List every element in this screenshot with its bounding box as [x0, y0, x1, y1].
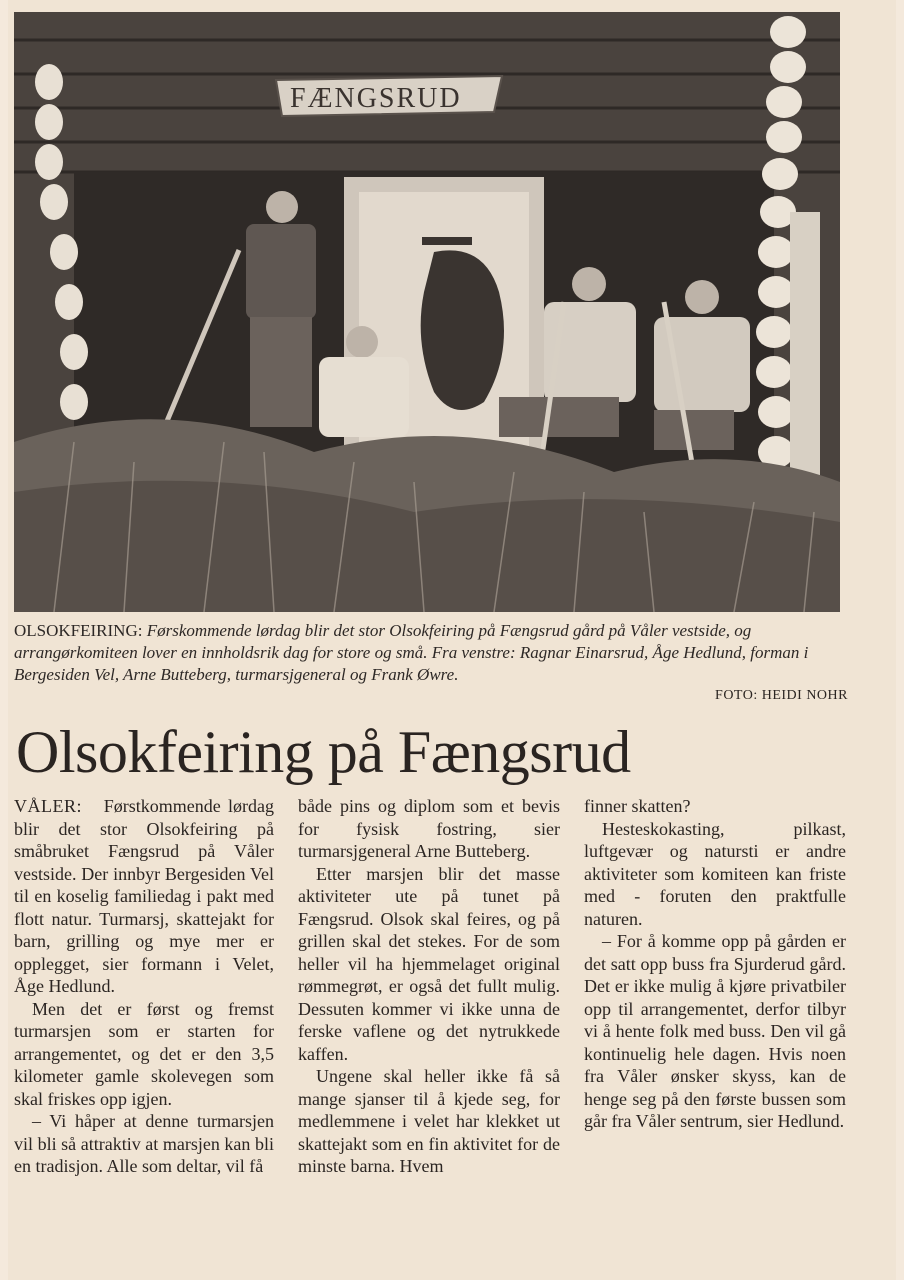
article-body [14, 795, 864, 1265]
article-paragraph [14, 795, 274, 998]
photo-credit: FOTO: HEIDI NOHR [715, 688, 848, 703]
caption-lead: OLSOKFEIRING: [14, 621, 143, 640]
article-column-2 [298, 795, 560, 1178]
article-photo [14, 12, 840, 612]
article-paragraph: finner skatten? [584, 796, 691, 816]
article-headline: Olsokfeiring på Fængsrud [16, 719, 631, 785]
article-paragraph: – For å komme opp på gården er det satt opp buss fra Sjurderud gård. Det er ikke mulig å kjøre privatbiler opp til arrangementet, derfor tilbyr vi å hente folk med buss. Den vil gå kontinuelig hele dagen. Hvis noen fra Våler ønsker skyss, kan de henge seg på den første bussen som går fra Våler sentrum, sier Hedlund. [584, 931, 846, 1131]
article-paragraph: Etter marsjen blir det masse aktiviteter ute på tunet på Fængsrud. Olsok skal feires, og på grillen skal det stekes. For de som heller vil ha hjemmelaget original rømmegrøt, er også det fullt mulig. Dessuten kommer vi ikke unna de ferske vaflene og det nytrukkede kaffen. [298, 863, 560, 1064]
article-paragraph: Hesteskokasting, pilkast, luftgevær og natursti er andre aktiviteter som komiteen kan friste med - foruten den praktfulle naturen. [584, 818, 846, 929]
article-column-1 [14, 795, 274, 1178]
article-paragraph: Ungene skal heller ikke få så mange sjanser til å kjede seg, for medlemmene i velet har klekket ut skattejakt som en fin aktivitet for de minste barna. Hvem [298, 1066, 560, 1176]
photo-caption [14, 620, 844, 686]
photo-illustration [14, 12, 840, 612]
sign-text: FÆNGSRUD [290, 83, 462, 114]
dateline: VÅLER: [14, 796, 82, 816]
article-paragraph: – Vi håper at denne turmarsjen vil bli så attraktiv at marsjen kan bli en tradisjon. Alle som deltar, vil få [14, 1111, 274, 1176]
article-paragraph: Men det er først og fremst turmarsjen som er starten for arrangementet, og det er den 3,5 kilometer gamle skolevegen som skal friskes opp igjen. [14, 998, 274, 1109]
paragraph-text: Førstkommende lørdag blir det stor Olsokfeiring på småbruket Fængsrud på Våler vestside. Der innbyr Bergesiden Vel til en koselig familiedag i pakt med flott natur. Turmarsj, skattejakt for barn, grilling og mye mer er opplegget, sier formann i Velet, Åge Hedlund. [14, 796, 274, 996]
article-paragraph: både pins og diplom som et bevis for fysisk fostring, sier turmarsjgeneral Arne Butteberg. [298, 796, 560, 861]
article-column-3 [584, 795, 846, 1133]
caption-text: Førskommende lørdag blir det stor Olsokfeiring på Fængsrud gård på Våler vestside, og arrangørkomiteen lover en innholdsrik dag for store og små. Fra venstre: Ragnar Einarsrud, Åge Hedlund, forman i Bergesiden Vel, Arne Butteberg, turmarsjgeneral og Frank Øwre. [14, 621, 809, 684]
